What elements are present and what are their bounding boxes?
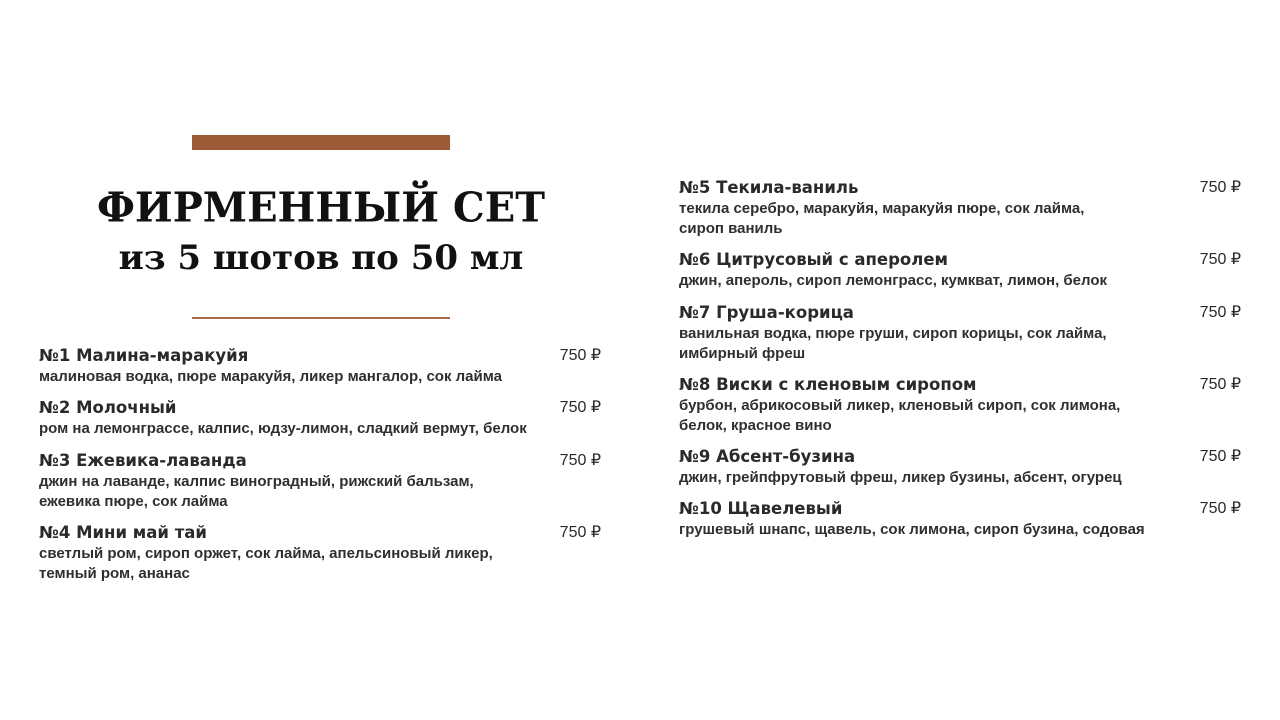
item-name: №8 Виски с кленовым сиропом xyxy=(679,375,977,394)
item-name: №5 Текила-ваниль xyxy=(679,178,859,197)
item-price: 750 ₽ xyxy=(559,524,601,541)
item-name: №6 Цитрусовый с аперолем xyxy=(679,250,949,269)
item-description: джин, апероль, сироп лемонграсс, кумкват, лимон, белок xyxy=(679,272,1108,289)
menu-item xyxy=(679,302,1243,364)
title-line-2: из 5 шотов по 50 мл xyxy=(118,238,524,278)
item-description: ром на лемонграссе, калпис, юдзу-лимон, сладкий вермут, белок xyxy=(39,420,527,437)
item-price: 750 ₽ xyxy=(1199,304,1241,321)
item-name: №9 Абсент-бузина xyxy=(679,447,856,466)
item-description: малиновая водка, пюре маракуйя, ликер мангалор, сок лайма xyxy=(39,368,502,385)
menu-item xyxy=(679,498,1243,540)
item-price: 750 ₽ xyxy=(1199,251,1241,268)
item-price: 750 ₽ xyxy=(559,347,601,364)
item-price: 750 ₽ xyxy=(1199,179,1241,196)
item-description: светлый ром, сироп оржет, сок лайма, апельсиновый ликер, темный ром, ананас xyxy=(39,545,493,582)
menu-item xyxy=(39,450,603,512)
item-price: 750 ₽ xyxy=(1199,448,1241,465)
item-description: грушевый шнапс, щавель, сок лимона, сироп бузина, содовая xyxy=(679,521,1145,538)
item-price: 750 ₽ xyxy=(559,452,601,469)
item-name: №4 Мини май тай xyxy=(39,523,207,542)
menu-item xyxy=(679,446,1243,488)
item-description: бурбон, абрикосовый ликер, кленовый сироп, сок лимона, белок, красное вино xyxy=(679,397,1121,434)
item-description: джин на лаванде, калпис виноградный, рижский бальзам, ежевика пюре, сок лайма xyxy=(39,473,474,510)
accent-bar xyxy=(192,135,450,150)
item-price: 750 ₽ xyxy=(1199,500,1241,517)
item-description: ванильная водка, пюре груши, сироп корицы, сок лайма, имбирный фреш xyxy=(679,325,1107,362)
item-price: 750 ₽ xyxy=(559,399,601,416)
item-name: №7 Груша-корица xyxy=(679,303,854,322)
item-name: №3 Ежевика-лаванда xyxy=(39,451,247,470)
menu-item xyxy=(679,249,1243,291)
title-divider xyxy=(192,317,450,319)
item-name: №10 Щавелевый xyxy=(679,499,843,518)
menu-item xyxy=(39,345,603,387)
menu-title xyxy=(40,183,602,280)
item-name: №1 Малина-маракуйя xyxy=(39,346,249,365)
item-description: джин, грейпфрутовый фреш, ликер бузины, абсент, огурец xyxy=(679,469,1122,486)
menu-item xyxy=(39,522,603,584)
title-line-1: ФИРМЕННЫЙ СЕТ xyxy=(96,183,546,232)
item-name: №2 Молочный xyxy=(39,398,177,417)
item-description: текила серебро, маракуйя, маракуйя пюре, сок лайма, сироп ваниль xyxy=(679,200,1085,237)
item-price: 750 ₽ xyxy=(1199,376,1241,393)
menu-item xyxy=(39,397,603,439)
menu-item xyxy=(679,177,1243,239)
menu-item xyxy=(679,374,1243,436)
